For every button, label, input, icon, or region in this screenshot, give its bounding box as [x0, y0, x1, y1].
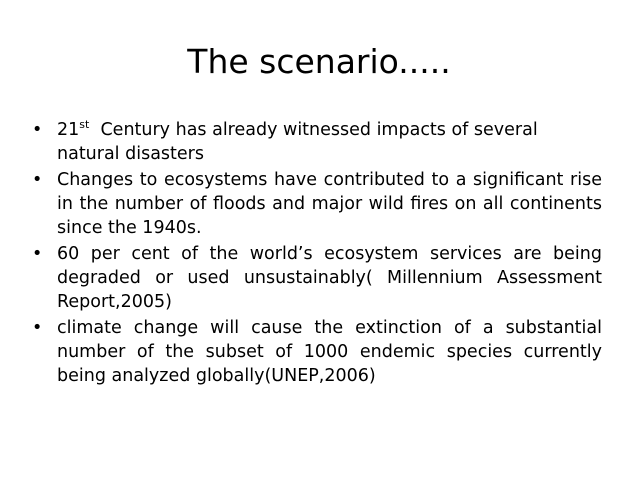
- bullet-text: Changes to ecosystems have contributed to a significant rise in the number of floods and major wild fires on all continents since the 1940s.: [57, 170, 602, 238]
- bullet-text: climate change will cause the extinction of a substantial number of the subset of 1000 endemic species currently being analyzed globally(UNEP,2006): [57, 318, 602, 386]
- bullet-item: [32, 242, 602, 314]
- bullet-number: 21: [57, 120, 80, 140]
- bullet-item: [32, 316, 602, 388]
- bullet-item: [32, 118, 602, 166]
- bullet-text: 60 per cent of the world’s ecosystem services are being degraded or used unsustainably( Millennium Assessment Report,2005): [57, 244, 602, 312]
- bullet-list: [32, 118, 602, 390]
- bullet-superscript: st: [79, 118, 90, 132]
- bullet-text: Century has already witnessed impacts of several natural disasters: [57, 120, 544, 164]
- bullet-item: [32, 168, 602, 240]
- slide-title: The scenario.....: [187, 42, 451, 81]
